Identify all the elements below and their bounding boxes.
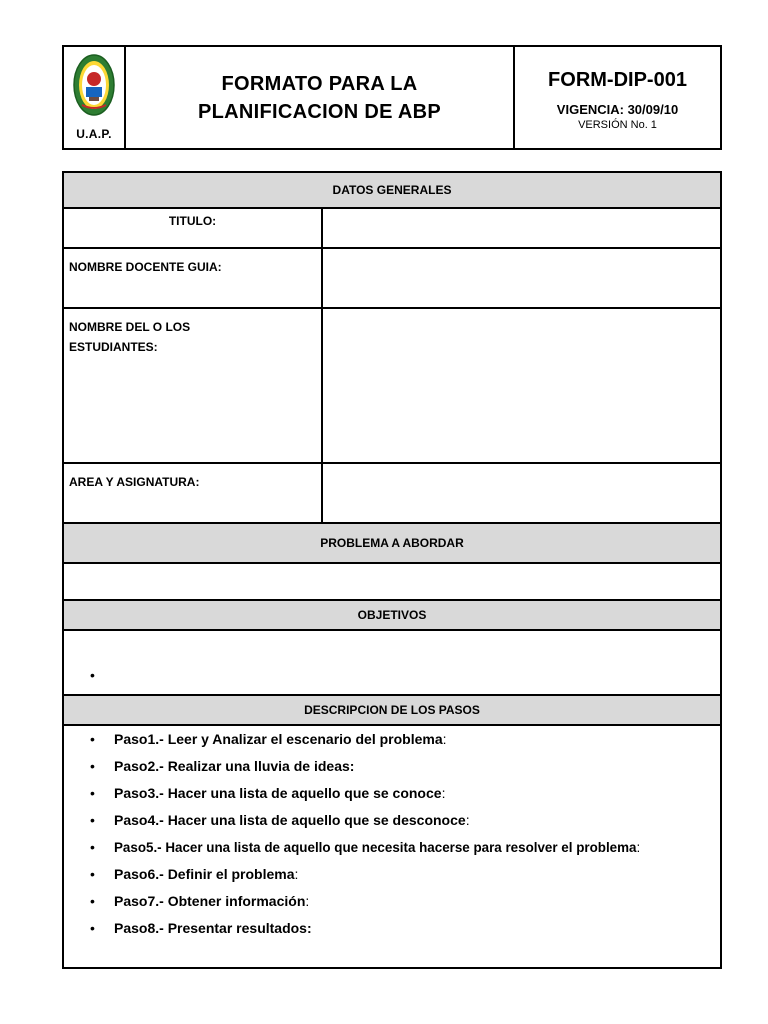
field-value-problema[interactable] bbox=[64, 562, 720, 599]
section-title: DESCRIPCION DE LOS PASOS bbox=[304, 703, 480, 717]
step-suffix: : bbox=[442, 731, 447, 747]
list-item bbox=[64, 726, 720, 752]
field-label-estudiantes-line-2: ESTUDIANTES: bbox=[69, 340, 158, 354]
form-title bbox=[126, 47, 515, 148]
list-item bbox=[64, 753, 720, 779]
field-value-docente[interactable] bbox=[323, 249, 720, 307]
section-datos-generales bbox=[64, 173, 720, 207]
step-text bbox=[114, 893, 309, 909]
field-label-estudiantes bbox=[64, 309, 323, 462]
step-label: Paso4.- Hacer una lista de aquello que se desconoce bbox=[114, 812, 466, 828]
bullet-icon: • bbox=[90, 758, 95, 774]
field-label-titulo: TITULO: bbox=[64, 209, 323, 247]
list-item bbox=[64, 915, 720, 941]
field-label-area: AREA Y ASIGNATURA: bbox=[64, 464, 323, 522]
step-label: Paso3.- Hacer una lista de aquello que se conoce bbox=[114, 785, 442, 801]
step-suffix: : bbox=[441, 785, 446, 801]
section-title: PROBLEMA A ABORDAR bbox=[320, 536, 464, 550]
step-text bbox=[114, 812, 470, 828]
form-validity: VIGENCIA: 30/09/10 bbox=[556, 101, 679, 117]
step-suffix: : bbox=[636, 839, 641, 855]
objetivos-content[interactable] bbox=[64, 629, 720, 694]
field-row-docente bbox=[64, 247, 720, 307]
logo-label: U.A.P. bbox=[76, 127, 112, 141]
step-text bbox=[114, 840, 640, 855]
field-label-estudiantes-line-1: NOMBRE DEL O LOS bbox=[69, 320, 191, 334]
bullet-icon: • bbox=[90, 893, 95, 909]
bullet-icon: • bbox=[90, 920, 95, 936]
field-value-titulo[interactable] bbox=[323, 209, 720, 247]
step-text bbox=[114, 785, 445, 801]
list-item bbox=[64, 888, 720, 914]
section-descripcion bbox=[64, 694, 720, 724]
step-label: Paso1.- Leer y Analizar el escenario del problema bbox=[114, 731, 443, 747]
section-title: OBJETIVOS bbox=[357, 608, 427, 622]
step-text bbox=[114, 758, 354, 774]
bullet-icon: • bbox=[90, 731, 95, 747]
list-item bbox=[64, 834, 720, 860]
step-suffix: : bbox=[294, 866, 299, 882]
section-objetivos bbox=[64, 599, 720, 629]
bullet-icon: • bbox=[90, 839, 95, 855]
section-problema bbox=[64, 522, 720, 562]
step-label: Paso8.- Presentar resultados: bbox=[114, 920, 312, 936]
step-text bbox=[114, 731, 447, 747]
form-title-line-1: FORMATO PARA LA bbox=[221, 72, 418, 95]
field-row-estudiantes bbox=[64, 307, 720, 462]
field-label-docente: NOMBRE DOCENTE GUIA: bbox=[64, 249, 323, 307]
list-item bbox=[64, 861, 720, 887]
steps-content bbox=[64, 724, 720, 969]
bullet-icon: • bbox=[90, 812, 95, 828]
step-label: Paso5.- Hacer una lista de aquello que necesita hacerse para resolver el problema bbox=[114, 839, 637, 855]
form-header bbox=[62, 45, 722, 150]
step-text bbox=[114, 920, 312, 936]
list-item bbox=[64, 780, 720, 806]
form-version: VERSIÓN No. 1 bbox=[578, 118, 657, 131]
field-value-area[interactable] bbox=[323, 464, 720, 522]
step-suffix: : bbox=[305, 893, 310, 909]
field-row-titulo bbox=[64, 207, 720, 247]
field-value-estudiantes[interactable] bbox=[323, 309, 720, 462]
university-seal-icon bbox=[72, 53, 116, 117]
list-item bbox=[64, 807, 720, 833]
step-label: Paso6.- Definir el problema bbox=[114, 866, 295, 882]
section-title: DATOS GENERALES bbox=[332, 183, 452, 197]
bullet-icon: • bbox=[90, 866, 95, 882]
step-label: Paso2.- Realizar una lluvia de ideas: bbox=[114, 758, 355, 774]
step-label: Paso7.- Obtener información bbox=[114, 893, 306, 909]
step-suffix: : bbox=[465, 812, 470, 828]
form-code-cell bbox=[515, 47, 720, 148]
step-text bbox=[114, 866, 298, 882]
field-row-area bbox=[64, 462, 720, 522]
bullet-icon: • bbox=[90, 785, 95, 801]
objetivos-bullet: • bbox=[90, 667, 95, 683]
form-title-line-2: PLANIFICACION DE ABP bbox=[197, 100, 442, 123]
form-code: FORM-DIP-001 bbox=[548, 68, 687, 91]
planning-form bbox=[62, 171, 722, 969]
logo-cell bbox=[64, 47, 126, 148]
